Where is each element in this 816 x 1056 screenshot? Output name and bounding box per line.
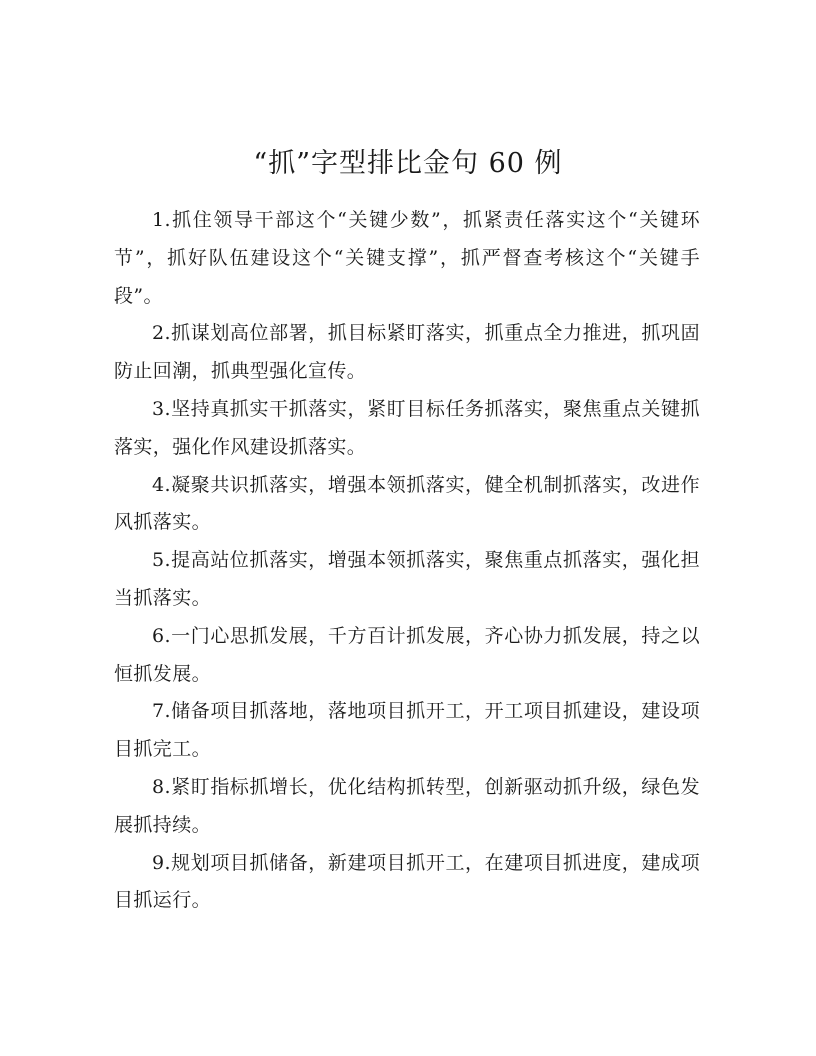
paragraph-5: 5.提高站位抓落实，增强本领抓落实，聚焦重点抓落实，强化担当抓落实。 [114, 549, 700, 609]
paragraph-6: 6.一门心思抓发展，千方百计抓发展，齐心协力抓发展，持之以恒抓发展。 [114, 624, 700, 685]
paragraph-2: 2.抓谋划高位部署，抓目标紧盯落实，抓重点全力推进，抓巩固防止回潮，抓典型强化宣传。 [114, 322, 700, 383]
paragraph-8: 8.紧盯指标抓增长，优化结构抓转型，创新驱动抓升级，绿色发展抓持续。 [114, 775, 700, 836]
document-title: “抓”字型排比金句 60 例 [253, 148, 563, 179]
paragraph-1: 1.抓住领导干部这个“关键少数”，抓紧责任落实这个“关键环节”，抓好队伍建设这个“关键支撑”，抓严督查考核这个“关键手段”。 [114, 209, 700, 307]
document-body [114, 202, 700, 920]
paragraph-3: 3.坚持真抓实干抓落实，紧盯目标任务抓落实，聚焦重点关键抓落实，强化作风建设抓落实。 [114, 397, 700, 458]
paragraph-9: 9.规划项目抓储备，新建项目抓开工，在建项目抓进度，建成项目抓运行。 [114, 851, 700, 912]
paragraph-4: 4.凝聚共识抓落实，增强本领抓落实，健全机制抓落实，改进作风抓落实。 [114, 473, 700, 534]
paragraph-7: 7.储备项目抓落地，落地项目抓开工，开工项目抓建设，建设项目抓完工。 [114, 700, 700, 761]
